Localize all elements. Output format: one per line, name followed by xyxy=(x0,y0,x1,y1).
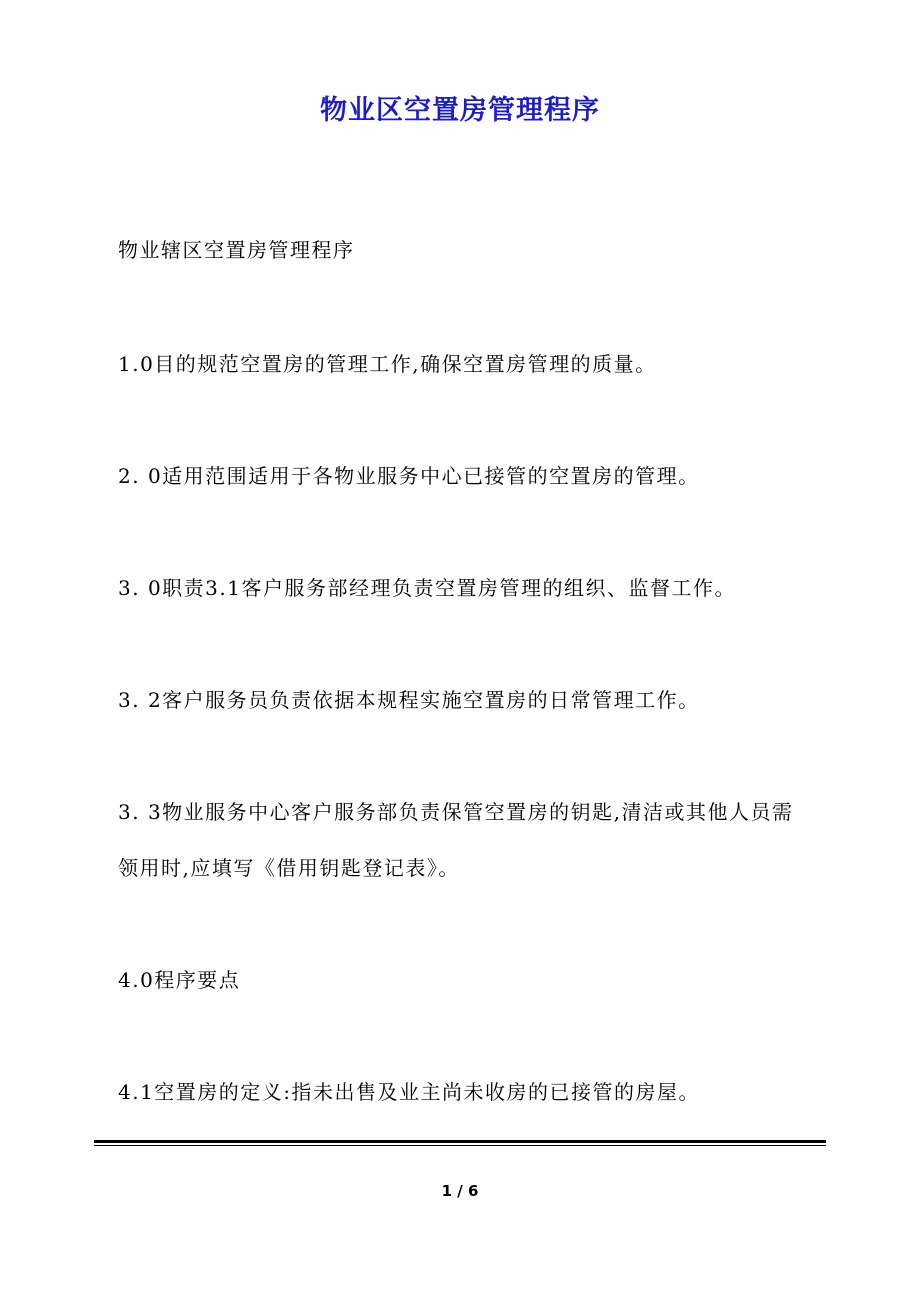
paragraph: 1.0目的规范空置房的管理工作,确保空置房管理的质量。 xyxy=(118,352,657,376)
paragraph: 物业辖区空置房管理程序 xyxy=(118,238,355,262)
paragraph: 4.1空置房的定义:指未出售及业主尚未收房的已接管的房屋。 xyxy=(118,1080,701,1104)
paragraph-continuation: 领用时,应填写《借用钥匙登记表》。 xyxy=(118,856,460,880)
paragraph: 3. 2客户服务员负责依据本规程实施空置房的日常管理工作。 xyxy=(118,688,700,712)
paragraph: 3. 3物业服务中心客户服务部负责保管空置房的钥匙,清洁或其他人员需 xyxy=(118,800,794,824)
footer-divider-thin xyxy=(94,1145,826,1146)
page-number: 1 / 6 xyxy=(441,1182,479,1200)
paragraph: 2. 0适用范围适用于各物业服务中心已接管的空置房的管理。 xyxy=(118,464,700,488)
paragraph: 3. 0职责3.1客户服务部经理负责空置房管理的组织、监督工作。 xyxy=(118,576,736,600)
paragraph: 4.0程序要点 xyxy=(118,968,241,992)
page-title: 物业区空置房管理程序 xyxy=(320,95,600,126)
footer-divider xyxy=(94,1140,826,1143)
